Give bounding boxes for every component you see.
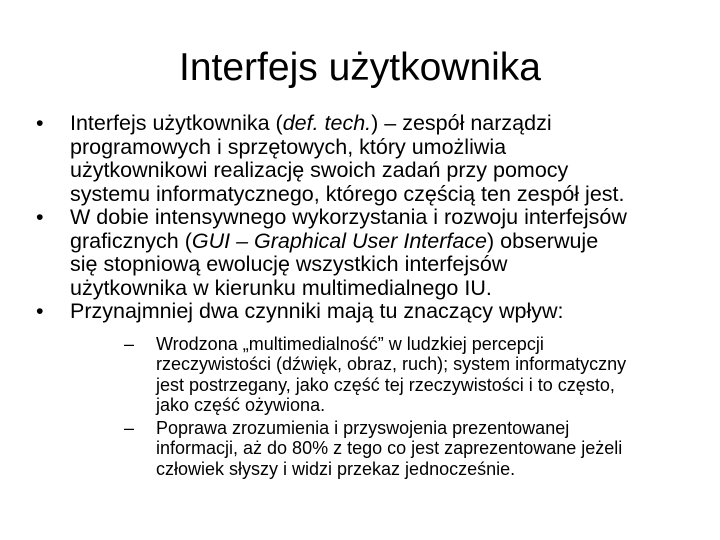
bullet-line: systemu informatycznego, którego częścią ten zespół jest. bbox=[70, 181, 625, 206]
bullet-line: programowych i sprzętowych, który umożliwia bbox=[70, 134, 507, 159]
sub-marker: – bbox=[124, 333, 135, 354]
bullet-line: Przynajmniej dwa czynniki mają tu znaczący wpływ: bbox=[70, 299, 564, 323]
sub-line: Wrodzona „multimedialność” w ludzkiej percepcji bbox=[156, 333, 544, 354]
bullet-item bbox=[36, 112, 696, 206]
bullet-item bbox=[36, 206, 696, 300]
bullet-marker: • bbox=[36, 111, 44, 135]
slide-body bbox=[36, 112, 696, 479]
bullet-line: W dobie intensywnego wykorzystania i rozwoju interfejsów bbox=[70, 205, 627, 229]
bullet-line: użytkownikowi realizację swoich zadań przy pomocy bbox=[70, 158, 569, 182]
sub-line: jest postrzegany, jako część tej rzeczywistości i to często, bbox=[156, 374, 615, 395]
sub-line: informacji, aż do 80% z tego co jest zaprezentowane jeżeli bbox=[156, 438, 623, 458]
sub-item bbox=[124, 418, 696, 480]
bullet-marker: • bbox=[36, 205, 44, 229]
bullet-item bbox=[36, 300, 696, 324]
slide-title: Interfejs użytkownika bbox=[179, 46, 541, 89]
emphasis-text: def. tech. bbox=[282, 111, 372, 135]
sub-line: człowiek słyszy i widzi przekaz jednocześnie. bbox=[156, 458, 516, 479]
bullet-line: Interfejs użytkownika (def. tech.) – zespół narządzi bbox=[70, 111, 552, 135]
emphasis-text: GUI – Graphical User Interface bbox=[191, 228, 488, 253]
sub-marker: – bbox=[124, 417, 135, 438]
bullet-line: użytkownika w kierunku multimedialnego IU. bbox=[70, 275, 492, 300]
sub-line: jako część ożywiona. bbox=[156, 395, 326, 415]
bullet-marker: • bbox=[36, 299, 44, 323]
sub-item bbox=[124, 334, 696, 416]
bullet-line: się stopniową ewolucję wszystkich interfejsów bbox=[70, 252, 508, 276]
bullet-line: graficznych (GUI – Graphical User Interface) obserwuje bbox=[70, 228, 599, 253]
sub-line: Poprawa zrozumienia i przyswojenia prezentowanej bbox=[156, 417, 570, 438]
sub-line: rzeczywistości (dźwięk, obraz, ruch); system informatyczny bbox=[156, 354, 627, 374]
